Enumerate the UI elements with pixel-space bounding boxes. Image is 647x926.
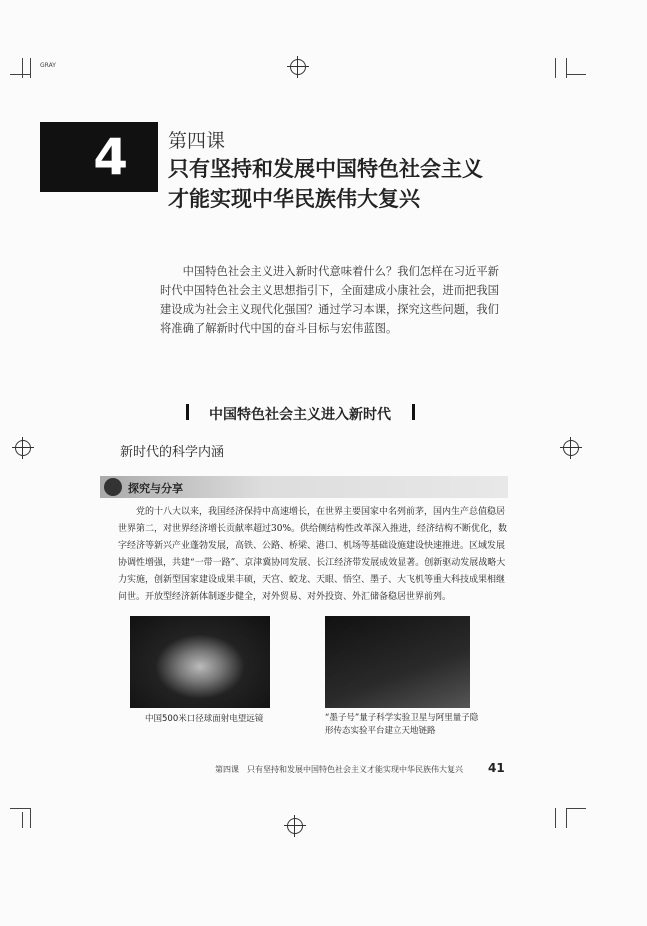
subsection-heading: 新时代的科学内涵 bbox=[120, 445, 225, 460]
crop-mark bbox=[566, 58, 567, 78]
photo-caption: “墨子号”量子科学实验卫星与阿里量子隐形传态实验平台建立天地链路 bbox=[325, 713, 479, 736]
intro-paragraph: 中国特色社会主义进入新时代意味着什么？我们怎样在习近平新时代中国特色社会主义思想指引下，全面建成小康社会，进而把我国建设成为社会主义现代化强国？通过学习本课，探究这些问题，我们将准确了解新时代中国的奋斗目标与宏伟蓝图。 bbox=[160, 265, 499, 335]
section-heading: 中国特色社会主义进入新时代 bbox=[209, 407, 391, 423]
crop-mark bbox=[555, 808, 556, 828]
registration-mark-icon bbox=[287, 818, 303, 834]
crop-mark bbox=[22, 58, 23, 78]
satellite-photo bbox=[325, 616, 470, 708]
crop-mark bbox=[566, 808, 586, 809]
crop-mark bbox=[10, 808, 30, 809]
gray-mark: GRAY bbox=[40, 62, 56, 69]
telescope-photo bbox=[130, 616, 270, 708]
crop-mark bbox=[10, 74, 30, 75]
lesson-label: 第四课 bbox=[168, 130, 226, 152]
crop-mark bbox=[566, 74, 586, 75]
registration-mark-icon bbox=[563, 440, 579, 456]
registration-mark-icon bbox=[290, 59, 306, 75]
explore-label: 探究与分享 bbox=[128, 482, 183, 495]
running-footer: 第四课 只有坚持和发展中国特色社会主义才能实现中华民族伟大复兴 bbox=[215, 765, 463, 774]
registration-mark-icon bbox=[15, 440, 31, 456]
photo-caption: 中国500米口径球面射电望远镜 bbox=[145, 714, 264, 724]
explore-text: 党的十八大以来，我国经济保持中高速增长，在世界主要国家中名列前茅，国内生产总值稳居世界第二，对世界经济增长贡献率超过30%。供给侧结构性改革深入推进，经济结构不断优化，数字经济等新兴产业蓬勃发展，高铁、公路、桥梁、港口、机场等基础设施建设快速推进。区域发展协调性增强，共建“一带一路”、京津冀协同发展、长江经济带发展成效显著。创新驱动发展战略大力实施，创新型国家建设成果丰硕，天宫、蛟龙、天眼、悟空、墨子、大飞机等重大科技成果相继问世。开放型经济新体制逐步健全，对外贸易、对外投资、外汇储备稳居世界前列。 bbox=[118, 507, 508, 602]
globe-icon bbox=[104, 478, 122, 496]
crop-mark bbox=[30, 808, 31, 828]
lesson-title-line2: 才能实现中华民族伟大复兴 bbox=[168, 187, 420, 211]
heading-bar bbox=[412, 404, 415, 420]
crop-mark bbox=[22, 812, 23, 828]
crop-mark bbox=[30, 58, 31, 78]
lesson-title-line1: 只有坚持和发展中国特色社会主义 bbox=[168, 157, 483, 181]
crop-mark bbox=[566, 808, 567, 828]
crop-mark bbox=[555, 58, 556, 78]
lesson-number: 4 bbox=[40, 122, 158, 192]
page-number: 41 bbox=[488, 761, 505, 775]
explore-share-banner bbox=[100, 476, 508, 498]
